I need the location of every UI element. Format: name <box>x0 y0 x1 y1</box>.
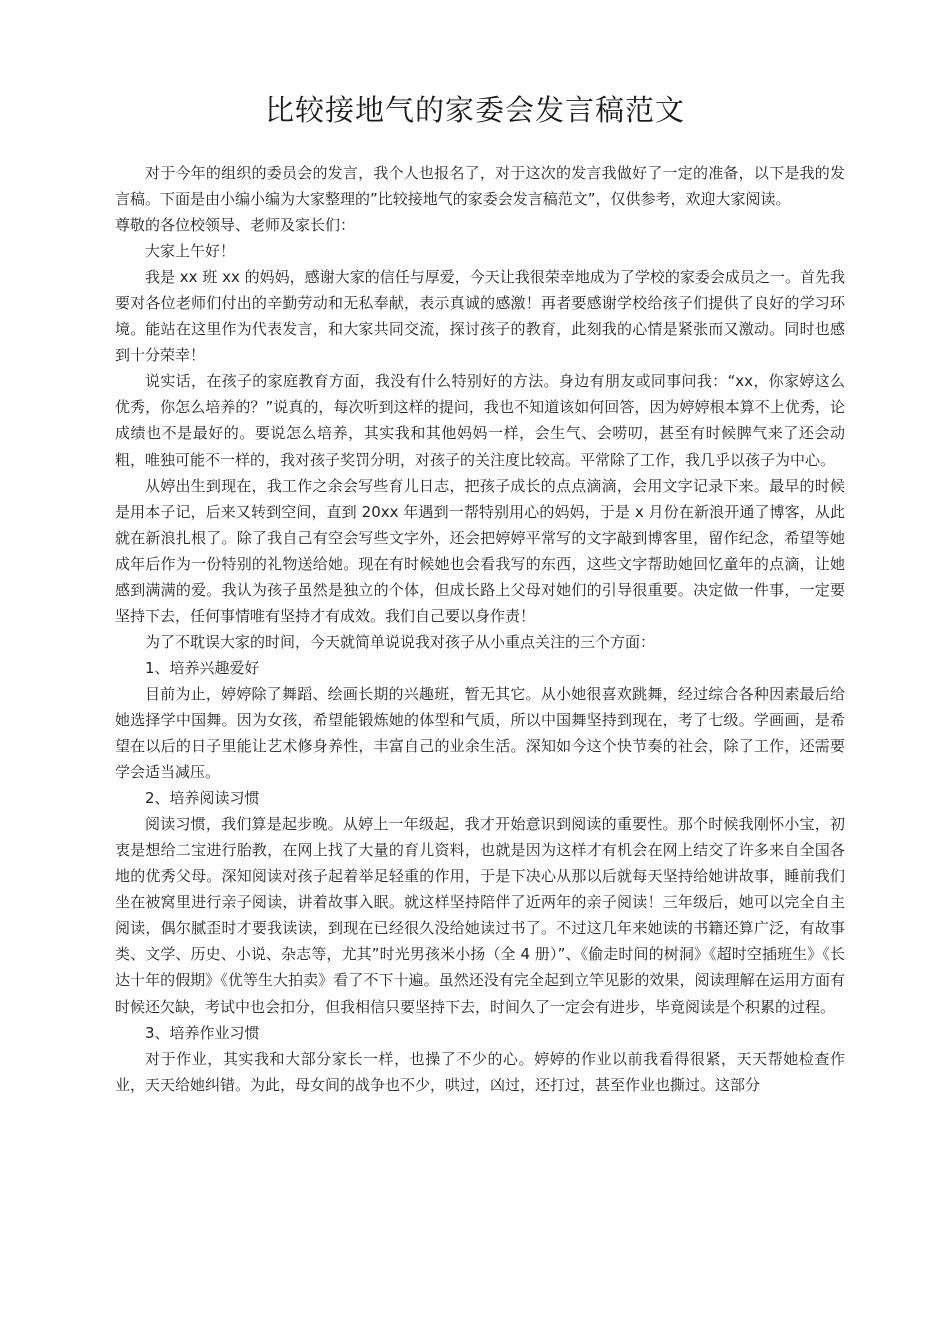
document-body <box>115 160 845 1098</box>
document-paragraph: 目前为止，婷婷除了舞蹈、绘画长期的兴趣班，暂无其它。从小她很喜欢跳舞，经过综合各种因素最后给她选择学中国舞。因为女孩，希望能锻炼她的体型和气质，所以中国舞坚持到现在，考了七级。学画画，是希望在以后的日子里能让艺术修身养性，丰富自己的业余生活。深知如今这个快节奏的社会，除了工作，还需要学会适当减压。 <box>115 684 845 782</box>
document-paragraph: 对于今年的组织的委员会的发言，我个人也报名了，对于这次的发言我做好了一定的准备，以下是我的发言稿。下面是由小编小编为大家整理的”比较接地气的家委会发言稿范文”，仅供参考，欢迎大家阅读。 <box>115 164 845 209</box>
document-paragraph: 大家上午好！ <box>145 242 236 261</box>
document-paragraph: 尊敬的各位校领导、老师及家长们： <box>115 216 356 235</box>
document-paragraph: 3、培养作业习惯 <box>145 1023 260 1042</box>
document-paragraph: 说实话，在孩子的家庭教育方面，我没有什么特别好的方法。身边有朋友或同事问我：“xx，你家婷这么优秀，你怎么培养的？”说真的，每次听到这样的提问，我也不知道该如何回答，因为婷婷根本算不上优秀，论成绩也不是最好的。要说怎么培养，其实我和其他妈妈一样，会生气、会唠叨，甚至有时候脾气来了还会动粗，唯独可能不一样的，我对孩子奖罚分明，对孩子的关注度比较高。平常除了工作，我几乎以孩子为中心。 <box>115 372 845 469</box>
document-paragraph: 我是 xx 班 xx 的妈妈，感谢大家的信任与厚爱，今天让我很荣幸地成为了学校的家委会成员之一。首先我要对各位老师们付出的辛勤劳动和无私奉献，表示真诚的感激！再者要感谢学校给孩子们提供了良好的学习环境。能站在这里作为代表发言，和大家共同交流，探讨孩子的教育，此刻我的心情是紧张而又激动。同时也感到十分荣幸！ <box>115 268 845 365</box>
document-paragraph: 2、培养阅读习惯 <box>145 789 260 808</box>
document-paragraph: 阅读习惯，我们算是起步晚。从婷上一年级起，我才开始意识到阅读的重要性。那个时候我刚怀小宝，初衷是想给二宝进行胎教，在网上找了大量的育儿资料，也就是因为这样才有机会在网上结交了许多来自全国各地的优秀父母。深知阅读对孩子起着举足轻重的作用，于是下决心从那以后就每天坚持给她讲故事，睡前我们坐在被窝里进行亲子阅读，讲着故事入眠。就这样坚持陪伴了近两年的亲子阅读！三年级后，她可以完全自主阅读，偶尔腻歪时才要我读读，到现在已经很久没给她读过书了。不过这几年来她读的书籍还算广泛，有故事类、文学、历史、小说、杂志等，尤其”时光男孩米小扬（全 4 册）”、《偷走时间的树洞》《超时空插班生》《长达十年的假期》《优等生大拍卖》看了不下十遍。虽然还没有完全起到立竿见影的效果，阅读理解在运用方面有时候还欠缺，考试中也会扣分，但我相信只要坚持下去，时间久了一定会有进步，毕竟阅读是个积累的过程。 <box>115 815 845 1016</box>
document-paragraph: 对于作业，其实我和大部分家长一样，也操了不少的心。婷婷的作业以前我看得很紧，天天帮她检查作业，天天给她纠错。为此，母女间的战争也不少，哄过，凶过，还打过，甚至作业也撕过。这部分 <box>115 1049 845 1094</box>
document-paragraph: 为了不耽误大家的时间，今天就简单说说我对孩子从小重点关注的三个方面： <box>145 632 656 651</box>
document-title: 比较接地气的家委会发言稿范文 <box>264 93 685 127</box>
document-paragraph: 1、培养兴趣爱好 <box>145 658 260 677</box>
document-paragraph: 从婷出生到现在，我工作之余会写些育儿日志，把孩子成长的点点滴滴，会用文字记录下来。最早的时候是用本子记，后来又转到空间，直到 20xx 年遇到一帮特别用心的妈妈，于是 x 月份在新浪开通了博客，从此就在新浪扎根了。除了我自己有空会写些文字外，还会把婷婷平常写的文字敲到博客里，留作纪念，希望等她成年后作为一份特别的礼物送给她。现在有时候她也会看我写的东西，这些文字帮助她回忆童年的点滴，让她感到满满的爱。我认为孩子虽然是独立的个体，但成长路上父母对她们的引导很重要。决定做一件事，一定要坚持下去，任何事情唯有坚持才有成效。我们自己要以身作责！ <box>115 476 845 625</box>
